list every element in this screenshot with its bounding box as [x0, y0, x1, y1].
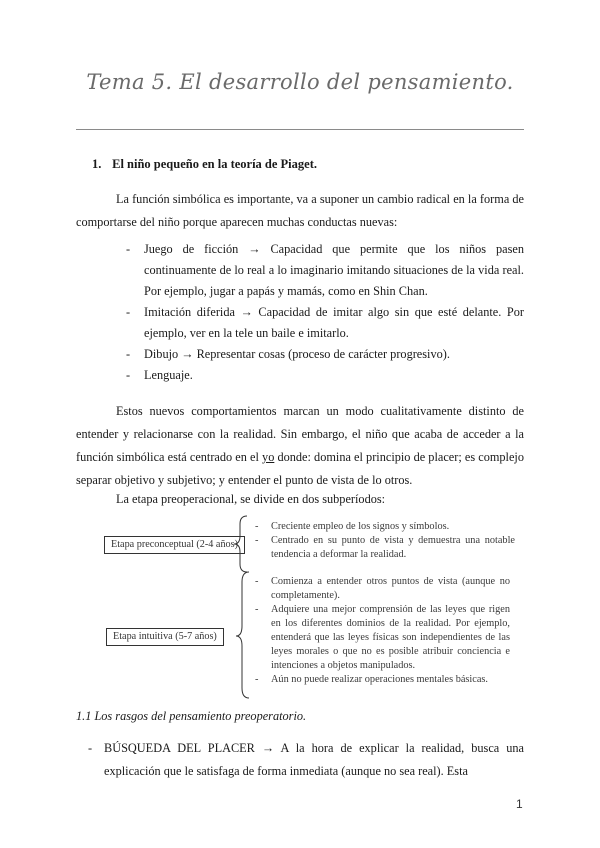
list-dash: - [126, 347, 131, 361]
list-item [76, 302, 524, 344]
section-number: 1. [92, 157, 102, 171]
preoperatory-traits-list [76, 737, 524, 783]
list-dash: - [126, 305, 131, 319]
list-dash: - [126, 368, 131, 382]
list-item-text: Aún no puede realizar operaciones mentales básicas. [271, 674, 488, 685]
list-dash: - [255, 674, 259, 685]
preoperational-diagram [100, 514, 530, 694]
list-dash: - [255, 535, 259, 546]
list-dash: - [88, 741, 93, 755]
behavior-text-after: donde: domina el principio de placer; es complejo separar objetivo y subjetivo; y entender el punto de vista de lo otros. [76, 450, 524, 487]
subsection-heading: 1.1 Los rasgos del pensamiento preoperatorio. [76, 709, 307, 723]
list-item-text: Creciente empleo de los signos y símbolos. [271, 521, 450, 532]
list-item [76, 365, 524, 386]
list-item-text: Lenguaje. [144, 368, 193, 382]
list-item-text: Adquiere una mejor comprensión de las leyes que rigen en los diferentes dominios de la realidad. Por ejemplo, entenderá que las leyes físicas son independientes de las leyes morales o que no es posible atribuir conciencia e intenciones a objetos manipulados. [271, 604, 510, 671]
intuitive-features [255, 575, 510, 687]
section-heading-text: El niño pequeño en la teoría de Piaget. [112, 157, 317, 171]
section-heading [92, 157, 317, 172]
list-item-text: Comienza a entender otros puntos de vista (aunque no completamente). [271, 576, 510, 601]
list-item-text: Dibujo → Representar cosas (proceso de carácter progresivo). [144, 347, 450, 361]
list-item [255, 534, 515, 562]
list-item-text: Imitación diferida → Capacidad de imitar algo sin que esté delante. Por ejemplo, ver en la tele un baile e imitarlo. [144, 305, 524, 340]
list-item [255, 603, 510, 673]
symbolic-function-list [76, 239, 524, 386]
intro-paragraph: La función simbólica es importante, va a suponer un cambio radical en la forma de comportarse del niño porque aparecen muchas conductas nuevas: [76, 192, 524, 229]
list-item-text: Centrado en su punto de vista y demuestra una notable tendencia a deformar la realidad. [271, 535, 515, 560]
subperiods-intro: La etapa preoperacional, se divide en dos subperíodos: [116, 492, 386, 506]
list-item-text: Juego de ficción → Capacidad que permite que los niños pasen continuamente de lo real a lo imaginario imitando situaciones de la vida real. Por ejemplo, jugar a papás y mamás, como en Shin Chan. [144, 242, 524, 298]
brace-preconceptual [233, 514, 249, 574]
list-item [76, 737, 524, 783]
list-dash: - [255, 521, 259, 532]
list-item [255, 575, 510, 603]
stage-intuitive-box: Etapa intuitiva (5-7 años) [106, 628, 224, 646]
list-dash: - [255, 604, 259, 615]
page-title: Tema 5. El desarrollo del pensamiento. [86, 70, 514, 94]
brace-intuitive [235, 570, 251, 700]
behavior-paragraph [76, 400, 524, 492]
underlined-yo: yo [262, 450, 275, 464]
list-dash: - [126, 242, 131, 256]
list-item [255, 520, 515, 534]
preconceptual-features [255, 520, 515, 562]
list-item [255, 673, 510, 687]
title-divider [76, 129, 524, 130]
stage-preconceptual-box: Etapa preconceptual (2-4 años) [104, 536, 245, 554]
list-item [76, 239, 524, 302]
list-item [76, 344, 524, 365]
page-number: 1 [516, 797, 523, 811]
list-item-text: BÚSQUEDA DEL PLACER → A la hora de explicar la realidad, busca una explicación que le satisfaga de forma inmediata (aunque no sea real). Esta [104, 741, 524, 778]
list-dash: - [255, 576, 259, 587]
behavior-text-before: Estos nuevos comportamientos marcan un modo cualitativamente distinto de entender y relacionarse con la realidad. Sin embargo, el niño que acaba de acceder a la función simbólica está centrado en el [76, 404, 524, 464]
